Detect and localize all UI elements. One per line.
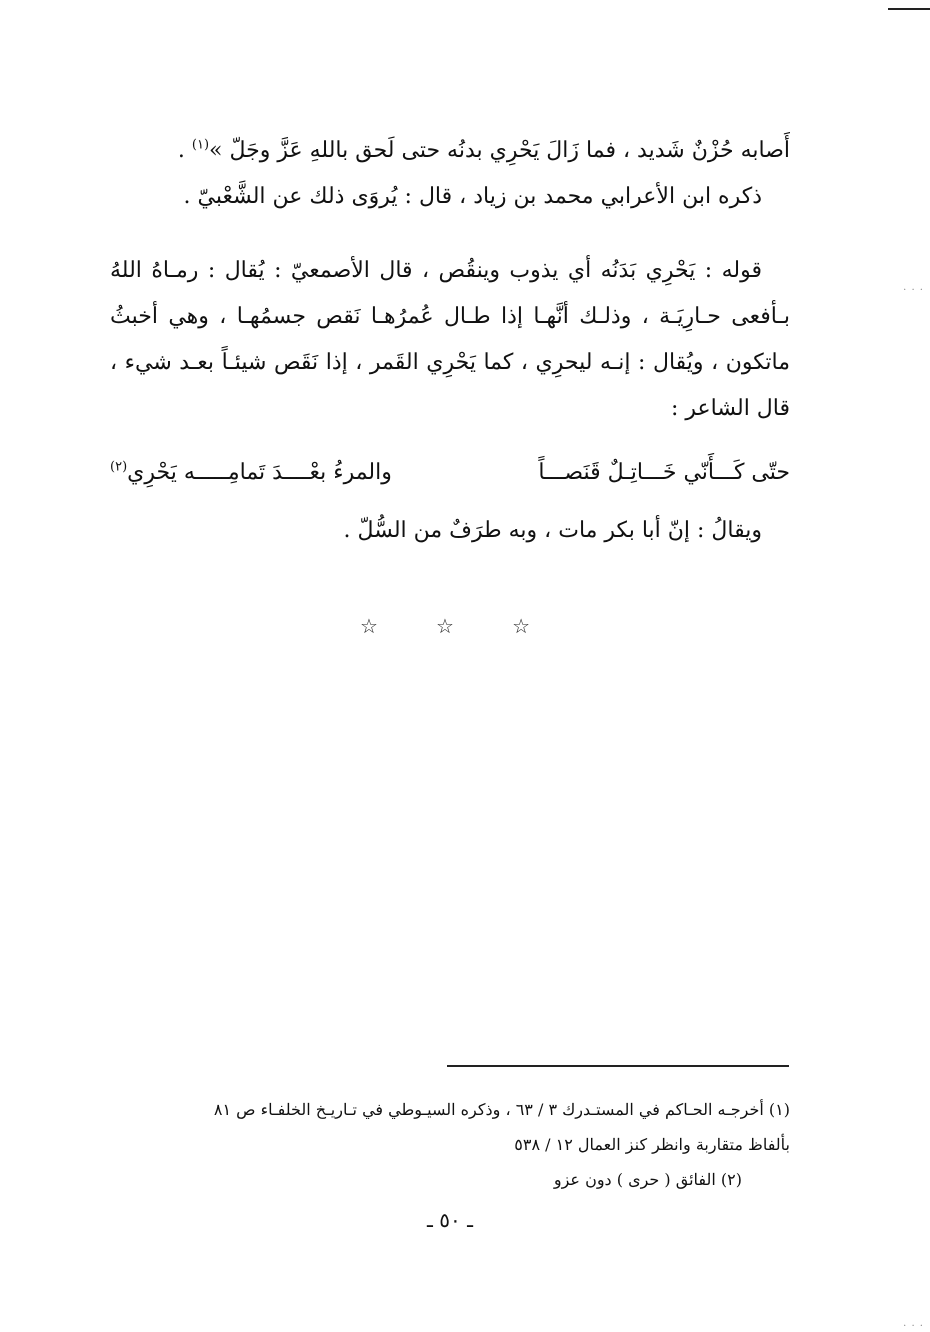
footnote-divider: [447, 1065, 789, 1067]
verse-first-hemistich: حتّى كَـــأَنّي خَـــاتِـلٌ قَنَصـــاً: [538, 460, 790, 485]
star-icon: ☆: [512, 614, 530, 638]
poetry-verse: [110, 450, 790, 496]
scan-edge-rule: [888, 8, 930, 10]
footnote-1-line-1: (١) أخرجـه الحـاكم في المستـدرك ٣ / ٦٣ ، وذكره السيـوطي في تـاريـخ الخلفـاء ص ٨١: [213, 1100, 790, 1119]
paragraph-line: قوله : يَحْرِي بَدَنُه أي يذوب وينقُص ، قال الأصمعيّ : يُقال : رمـاهُ اللهُ: [110, 258, 762, 283]
body-line: [110, 128, 790, 174]
body-line-text: أَصابه حُزْنٌ شَديد ، فما زَالَ يَحْرِي بدنُه حتى لَحق باللهِ عَزَّ وجَلّ »: [209, 138, 790, 163]
body-line: ذكره ابن الأعرابي محمد بن زياد ، قال : يُروَى ذلك عن الشَّعْبيّ .: [183, 184, 762, 209]
opening-lines: [110, 128, 790, 220]
paragraph-line: قال الشاعر :: [670, 396, 790, 421]
paragraph-line: بـأفعى حـارِيَـة ، وذلـك أنَّهـا إذا طـال عُمرُهـا نَقص جسمُهـا ، وهي أخبثُ: [110, 304, 790, 329]
footnote-2: (٢) الفائق ( حرى ) دون عزو: [553, 1170, 742, 1189]
footnote-ref: (٢): [110, 459, 128, 475]
footnote-1-line-2: بألفاظ متقاربة وانظر كنز العمال ١٢ / ٥٣٨: [514, 1135, 790, 1154]
verse-second-hemistich: والمرءُ بعْــــدَ تَمامِـــــه يَحْرِي: [127, 460, 392, 485]
star-icon: ☆: [360, 614, 378, 638]
scan-edge-mark: . . .: [903, 282, 924, 293]
paragraph-line: ماتكون ، ويُقال : إنـه ليحرِي ، كما يَحْرِي القَمر ، إذا نَقَص شيئـاً بعـد شيء ،: [110, 350, 790, 375]
closing-line: ويقالُ : إنّ أبا بكر مات ، وبه طرَفٌ من السُّلّ .: [343, 518, 762, 543]
footnotes: [110, 1092, 790, 1197]
verse-second-hemistich-wrap: [110, 450, 392, 496]
star-separator: [360, 614, 530, 638]
explanation-paragraph: [110, 248, 790, 432]
star-icon: ☆: [436, 614, 454, 638]
body-line-end: .: [177, 138, 185, 163]
footnote-ref: (١): [191, 137, 210, 153]
closing-line-block: [110, 508, 790, 554]
scan-edge-mark: . . .: [903, 1318, 924, 1329]
page-number: ـ ٥٠ ـ: [427, 1208, 473, 1232]
